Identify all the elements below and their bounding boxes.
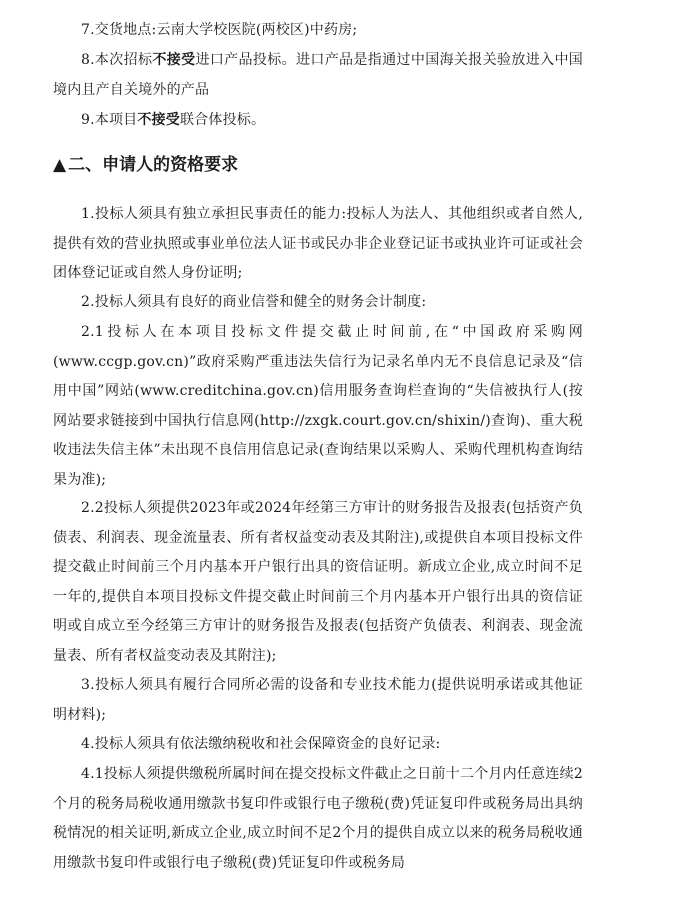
paragraph-2: 2.投标人须具有良好的商业信誉和健全的财务会计制度: bbox=[81, 294, 427, 310]
item-text-post: 联合体投标。 bbox=[179, 112, 266, 128]
paragraph-4-1: 4.1投标人须提供缴税所属时间在提交投标文件截止之日前十二个月内任意连续2个月的税务局税收通用缴款书复印件或银行电子缴税(费)凭证复印件或税务局出具纳税情况的相关证明,新成立企业,成立时间不足2个月的提供自成立以来的税务局税收通用缴款书复印件或银行电子缴税(费)凭证复印件或税务局 bbox=[53, 766, 583, 871]
item-text-bold: 不接受 bbox=[137, 112, 180, 128]
item-import-products bbox=[53, 46, 583, 105]
item-delivery-location bbox=[53, 16, 583, 46]
item-consortium bbox=[53, 106, 583, 136]
section-title: 二、申请人的资格要求 bbox=[68, 155, 239, 175]
item-text-pre: 9.本项目 bbox=[81, 112, 138, 128]
paragraph-1: 1.投标人须具有独立承担民事责任的能力:投标人为法人、其他组织或者自然人,提供有效的营业执照或事业单位法人证书或民办非企业登记证书或执业许可证或社会团体登记证或自然人身份证明; bbox=[53, 206, 583, 281]
section-heading bbox=[53, 150, 238, 180]
paragraph-2-1: 2.1投标人在本项目投标文件提交截止时间前,在“中国政府采购网(www.ccgp.gov.cn)”政府采购严重违法失信行为记录名单内无不良信息记录及“信用中国”网站(www.creditchina.gov.cn)信用服务查询栏查询的“失信被执行人(按网站要求链接到中国执行信息网(http://zxgk.court.gov.cn/shixin/)查询)、重大税收违法失信主体”未出现不良信用信息记录(查询结果以采购人、采购代理机构查询结果为准); bbox=[53, 324, 583, 488]
triangle-marker-icon: ▲ bbox=[53, 155, 67, 175]
item-text-post: 进口产品投标。进口产品是指通过中国海关报关验放进入中国境内且产自关境外的产品 bbox=[53, 52, 583, 98]
paragraph-2-2: 2.2投标人须提供2023年或2024年经第三方审计的财务报告及报表(包括资产负债表、利润表、现金流量表、所有者权益变动表及其附注),或提供自本项目投标文件提交截止时间前三个月内基本开户银行出具的资信证明。新成立企业,成立时间不足一年的,提供自本项目投标文件提交截止时间前三个月内基本开户银行出具的资信证明或自成立至今经第三方审计的财务报告及报表(包括资产负债表、利润表、现金流量表、所有者权益变动表及其附注); bbox=[53, 500, 583, 664]
item-text: 7.交货地点:云南大学校医院(两校区)中药房; bbox=[81, 22, 358, 38]
item-text-pre: 8.本次招标 bbox=[81, 52, 153, 68]
item-text-bold: 不接受 bbox=[152, 52, 196, 68]
paragraph-4: 4.投标人须具有依法缴纳税收和社会保障资金的良好记录: bbox=[81, 736, 441, 752]
paragraph-3: 3.投标人须具有履行合同所必需的设备和专业技术能力(提供说明承诺或其他证明材料); bbox=[53, 677, 583, 723]
